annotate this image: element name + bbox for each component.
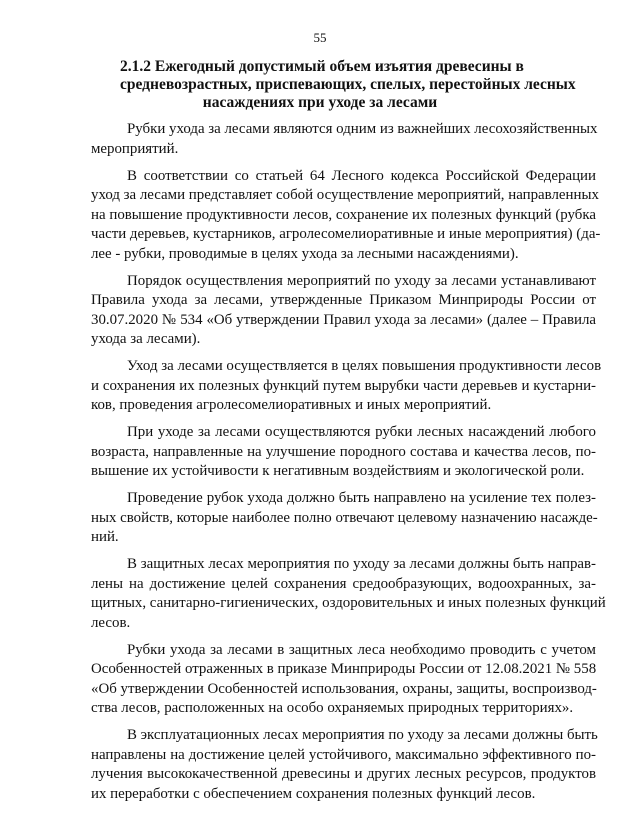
section-heading [120,58,576,112]
text-line: щитных, санитарно-гигиенических, оздоровительных и иных полезных функций [91,595,606,611]
text-line: ных свойств, которые наиболее полно отвечают целевому назначению насажде- [91,509,598,526]
text-line: В защитных лесах мероприятия по уходу за лесами должны быть направ- [127,556,596,572]
text-line: В эксплуатационных лесах мероприятия по уходу за лесами должны быть [127,727,598,743]
text-line: мероприятий. [91,140,179,157]
text-line: лены на достижение целей сохранения средообразующих, водоохранных, за- [91,575,596,592]
paragraph [91,489,596,548]
text-line: Проведение рубок ухода должно быть направлено на усиление тех полез- [127,490,596,506]
text-line: Правила ухода за лесами, утвержденные Приказом Минприроды России от [91,292,596,308]
paragraph [91,555,606,633]
text-line: лее - рубки, проводимые в целях ухода за лесными насаждениями). [91,245,519,262]
paragraph [91,272,596,350]
text-line: лучения высококачественной древесины и других лесных ресурсов, продуктов [91,766,596,782]
text-line: направлены на достижение целей устойчивого, максимально эффективного по- [91,746,596,763]
text-line: Рубки ухода за лесами являются одним из важнейших лесохозяйственных [127,121,598,137]
paragraph [91,120,596,159]
paragraph [91,167,601,265]
text-line: Рубки ухода за лесами в защитных леса необходимо проводить с учетом [127,641,596,658]
text-line: ний. [91,529,119,545]
paragraph [91,726,596,804]
paragraph [91,357,602,416]
text-line: уход за лесами представляет собой осуществление мероприятий, направленных [91,187,599,203]
text-line: возраста, направленные на улучшение породного состава и качества лесов, по- [91,443,596,460]
text-line: их переработки с обеспечением сохранения полезных функций лесов. [91,785,536,802]
text-line: «Об утверждении Особенностей использования, охраны, защиты, воспроизвод- [91,680,597,697]
paragraph [91,641,596,719]
heading-line: насаждениях при уходе за лесами [202,94,438,111]
text-line: При уходе за лесами осуществляются рубки лесных насаждений любого [127,424,596,440]
text-line: на повышение продуктивности лесов, сохранение их полезных функций (рубка [91,206,596,223]
text-line: В соответствии со статьей 64 Лесного кодекса Российской Федерации [127,167,596,184]
body-text [91,120,606,812]
text-line: части деревьев, кустарников, агролесомелиоративные и иные мероприятия) (да- [91,226,601,242]
text-line: ства лесов, расположенных на особо охраняемых природных территориях». [91,700,574,716]
text-line: ухода за лесами). [91,331,201,347]
text-line: вышение их устойчивости к негативным воздействиям и экологической роли. [91,463,585,479]
text-line: Порядок осуществления мероприятий по уходу за лесами устанавливают [127,272,596,289]
heading-line: 2.1.2 Ежегодный допустимый объем изъятия древесины в [120,58,524,75]
text-line: Уход за лесами осуществляется в целях повышения продуктивности лесов [127,358,602,374]
text-line: лесов. [91,614,131,631]
text-line: и сохранения их полезных функций путем вырубки части деревьев и кустарни- [91,377,596,394]
text-line: ков, проведения агролесомелиоративных и иных мероприятий. [91,397,492,413]
text-line: 30.07.2020 № 534 «Об утверждении Правил ухода за лесами» (далее – Правила [91,311,596,328]
paragraph [91,423,596,482]
heading-line: средневозрастных, приспевающих, спелых, перестойных лесных [120,76,576,93]
page-number: 55 [313,30,327,45]
text-line: Особенностей отраженных в приказе Минприроды России от 12.08.2021 № 558 [91,661,597,677]
